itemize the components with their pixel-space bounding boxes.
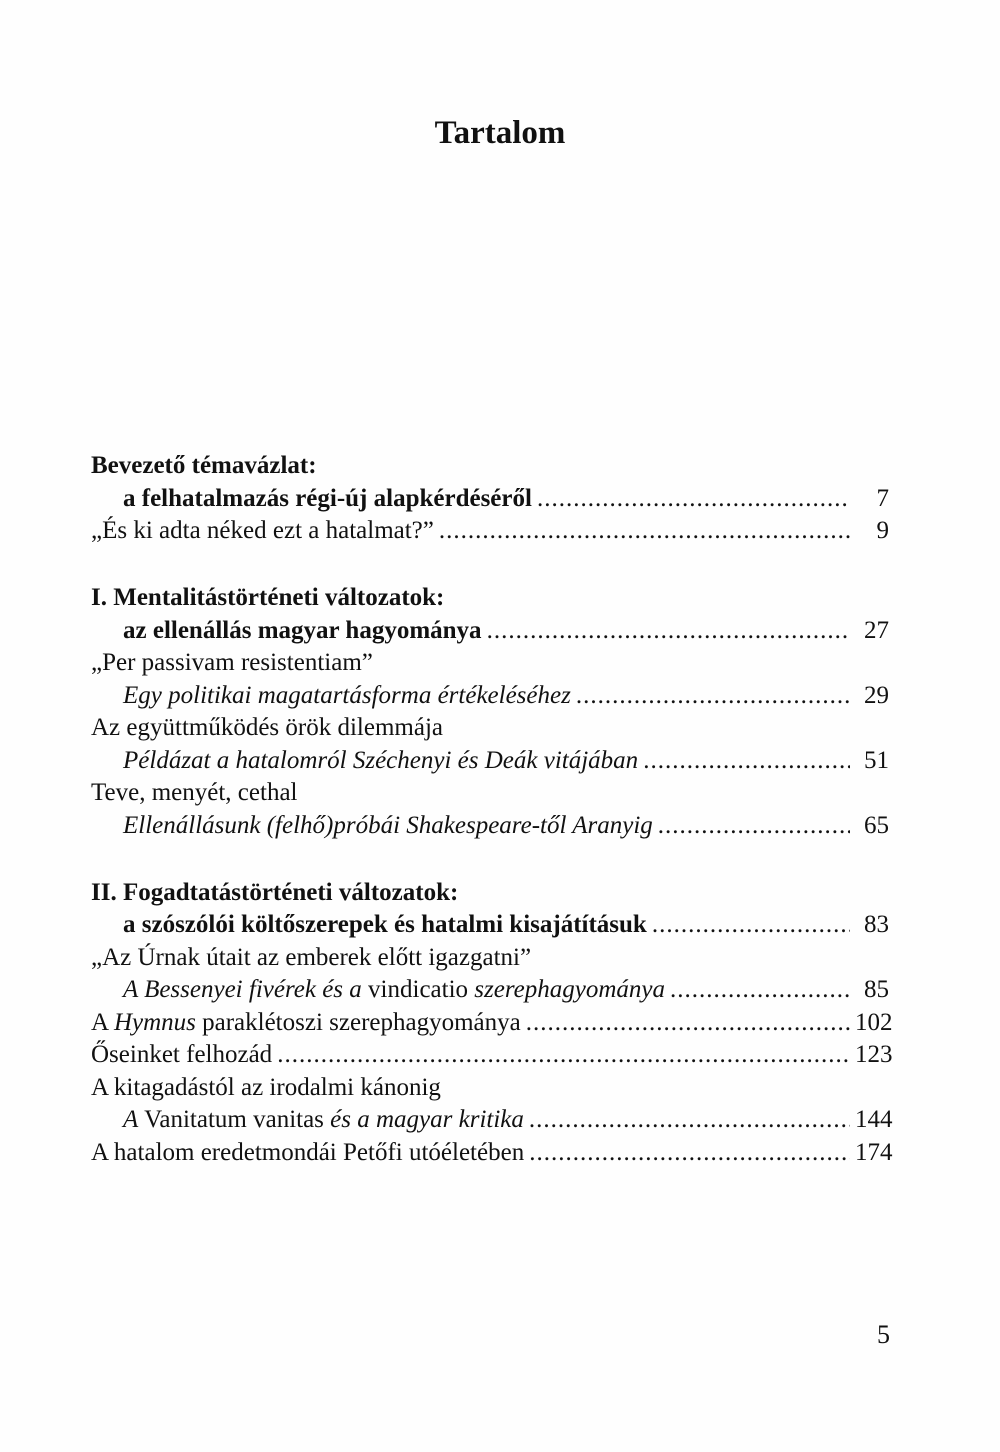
toc-entry-title: Teve, menyét, cethal	[91, 779, 298, 806]
toc-entry-title: „Az Úrnak útait az emberek előtt igazgatni”	[91, 943, 532, 971]
page-number: 102	[855, 1008, 893, 1036]
page-number: 83	[864, 911, 889, 938]
table-of-contents	[91, 450, 893, 1169]
toc-entry-subtitle[interactable]: Egy politikai magatartásforma értékeléséhez ..... 29	[91, 680, 889, 713]
toc-entry-title: „Per passivam resistentiam”	[91, 649, 373, 676]
section-heading-entry[interactable]: az ellenállás magyar hagyománya ..... 27	[91, 615, 889, 648]
toc-entry-title: Az együttműködés örök dilemmája	[91, 714, 444, 741]
toc-entry-subtitle[interactable]: A Bessenyei fivérek és a vindicatio szerephagyománya ..... 85	[91, 974, 889, 1007]
page-number: 27	[864, 616, 889, 644]
page-title: Tartalom	[434, 115, 566, 151]
toc-entry[interactable]: A Hymnus paraklétoszi szerephagyománya ..... 102	[91, 1007, 889, 1040]
section-heading-line: II. Fogadtatástörténeti változatok:	[91, 878, 459, 906]
toc-entry-subtitle[interactable]: Példázat a hatalomról Széchenyi és Deák vitájában ..... 51	[91, 745, 889, 778]
toc-entry-subtitle[interactable]: Ellenállásunk (felhő)próbái Shakespeare-től Aranyig ..... 65	[91, 810, 889, 843]
page-number: 29	[864, 681, 889, 709]
page-number: 9	[876, 517, 889, 544]
page-number: 174	[855, 1138, 893, 1166]
toc-entry-title: A kitagadástól az irodalmi kánonig	[91, 1073, 441, 1101]
toc-entry[interactable]: Őseinket felhozád ..... 123	[91, 1039, 889, 1072]
leader-dots	[529, 1104, 850, 1137]
page-number: 65	[864, 811, 889, 839]
page-number: 7	[876, 484, 889, 512]
leader-dots	[526, 1007, 850, 1040]
leader-dots	[670, 974, 850, 1007]
leader-dots	[487, 615, 850, 648]
section-heading-entry[interactable]: a szószólói költőszerepek és hatalmi kisajátításuk ..... 83	[91, 909, 889, 942]
toc-entry[interactable]: „És ki adta néked ezt a hatalmat?” ..... 9	[91, 515, 889, 548]
page-number: 123	[855, 1041, 893, 1068]
leader-dots	[529, 1137, 850, 1170]
section-heading-line: I. Mentalitástörténeti változatok:	[91, 584, 445, 611]
page-folio-number: 5	[877, 1320, 890, 1349]
page-number: 51	[864, 746, 889, 774]
toc-entry[interactable]: A hatalom eredetmondái Petőfi utóéletében ..... 174	[91, 1137, 889, 1170]
section-heading-line: Bevezető témavázlat:	[91, 452, 317, 479]
leader-dots	[439, 515, 850, 548]
leader-dots	[643, 745, 850, 778]
section-heading-entry[interactable]: a felhatalmazás régi-új alapkérdéséről ..... 7	[91, 483, 889, 516]
leader-dots	[576, 680, 850, 713]
page-number: 85	[864, 976, 889, 1003]
leader-dots	[537, 483, 850, 516]
page-number: 144	[855, 1106, 893, 1133]
leader-dots	[652, 909, 850, 942]
leader-dots	[277, 1039, 850, 1072]
leader-dots	[658, 810, 850, 843]
toc-entry-subtitle[interactable]: A Vanitatum vanitas és a magyar kritika ..... 144	[91, 1104, 889, 1137]
